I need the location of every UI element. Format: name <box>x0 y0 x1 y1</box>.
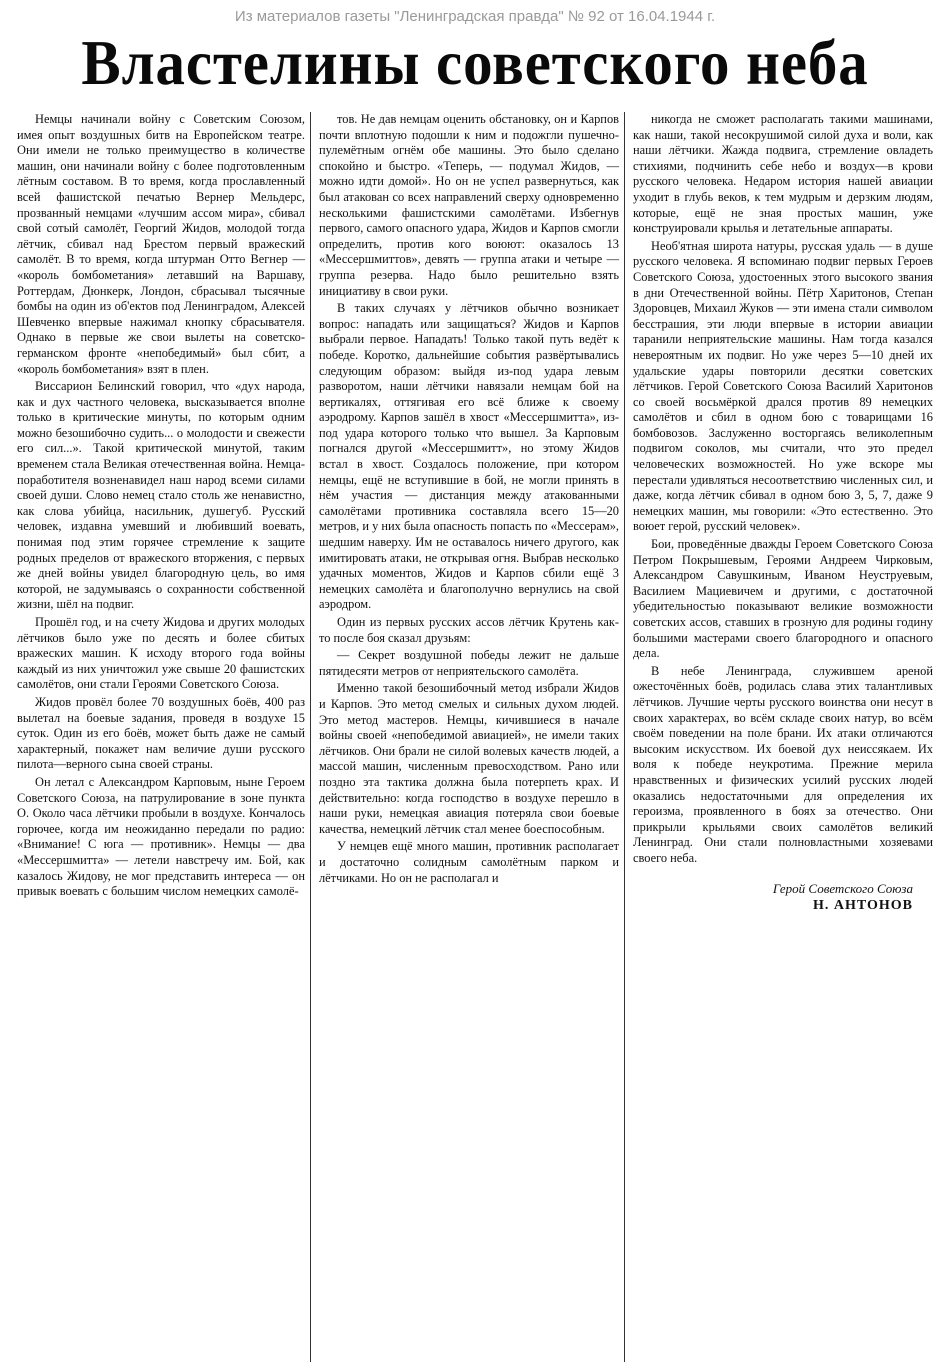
paragraph: Именно такой безошибочный метод избрали Жидов и Карпов. Это метод смелых и сильных духом людей. Это метод мастеров. Немцы, кичившиеся в начале войны своей «непобедимой авиацией», не имели таких лётчиков. Они брали не силой волевых качеств людей, а массой машин, численным превосходством. Рано или поздно эта тактика должна была потерпеть крах. И действительно: когда господство в воздухе перешло в наши руки, немецкая авиация потеряла свои боевые качества, немецкий лётчик стал менее боеспособным. <box>319 681 619 836</box>
paragraph: Он летал с Александром Карповым, ныне Героем Советского Союза, на патрулирование в зоне пункта О. Около часа лётчики пробыли в воздухе. Кончалось горючее, когда им неожиданно передали по радио: «Внимание! С юга — противник». Немцы — два «Мессершмитта» — летели навстречу им. Бой, как казалось Жидову, не мог представить интереса — он привык воевать с большим числом немецких самолё- <box>17 774 305 899</box>
signature-role: Герой Советского Союза <box>772 880 913 896</box>
paragraph: Немцы начинали войну с Советским Союзом, имея опыт воздушных битв на Европейском театре. Они имели не только преимущество в количестве машин, они начинали войну с более подготовленным лётным составом. В то время, когда прославленный всей фашистской печатью Вернер Мельдерс, прозванный немцами «лучшим ассом мира», сбивал свой сотый самолёт, Георгий Жидов, молодой тогда лётчик, сбивал над Брестом первый вражеский самолёт. В то время, когда штурман Отто Вегнер — «король бомбометания» летавший на Варшаву, Роттердам, Дюнкерк, Лондон, сбрасывал тысячные бомбы на один из об'ектов под Ленинградом, Алексей Шевченко впервые нажимал кнопку сбрасывателя. Однако в первые же свои вылеты на советско-германском фронте «непобедимый» был сбит, а «король бомбометания» взят в плен. <box>17 112 305 376</box>
paragraph: — Секрет воздушной победы лежит не дальше пятидесяти метров от неприятельского самолёта. <box>319 648 619 678</box>
column-1 <box>12 112 310 1362</box>
paragraph: Виссарион Белинский говорил, что «дух народа, как и дух частного человека, высказывается вполне только в критические минуты, по которым одним можно безошибочно судить... о молодости и свежести его сил...». Такой критической минутой, таким временем стала Великая отечественная война. Немца-поработителя возненавидел наш народ всеми силами своей души. Слово немец стало столь же ненавистно, как слова убийца, насильник, душегуб. Русский человек, издавна умевший и любивший воевать, понимая под этим горячее стремление к защите родных пределов от вражеского вторжения, с первых же дней войны увидел благородную цель, во имя которой, не задумываясь о сохранности собственной жизни, шёл на подвиг. <box>17 379 305 612</box>
source-note: Из материалов газеты "Ленинградская правда" № 92 от 16.04.1944 г. <box>234 8 716 25</box>
paragraph: Жидов провёл более 70 воздушных боёв, 400 раз вылетал на боевые задания, проведя в воздухе 15 суток. Один из его боёв, может быть даже не самый характерный, покажет нам величие души русского пилота—верного сына своей страны. <box>17 694 305 772</box>
paragraph: В таких случаях у лётчиков обычно возникает вопрос: нападать или защищаться? Жидов и Карпов выбрали первое. Нападать! Только такой путь ведёт к победе. Коротко, дальнейшие события развёртывались следующим образом: выйдя из-под удара левым разворотом, наши лётчики навязали немцам бой на вертикалях, оттягивая его всё ближе к своему аэродрому. Карпов зашёл в хвост «Мессершмитта», из-под удара которого только что вышел. За Карповым погнался другой «Мессершмитт», но этому Жидов встал в хвост. Создалось положение, при котором немцы, ещё не вступившие в бой, не могли принять в нём участия — дистанция между атакованными самолётами противника составляла всего 15—20 метров, и у них была опасность попасть по «Мессерам», шедшим наверху. Им не оставалось ничего другого, как имитировать атаки, не открывая огня. Выбрав несколько удачных моментов, Жидов и Карпов сбили ещё 3 немецких самолёта и благополучно вернулись на свой аэродром. <box>319 301 619 612</box>
paragraph: Прошёл год, и на счету Жидова и других молодых лётчиков было уже по десять и более сбитых вражеских машин. К исходу второго года войны каждый из них уничтожил уже свыше 20 фашистских самолётов, они стали Героями Советского Союза. <box>17 615 305 692</box>
paragraph: У немцев ещё много машин, противник располагает и достаточно солидным самолётным парком и лётчиками. Но он не располагал и <box>319 839 619 885</box>
paragraph: Бои, проведённые дважды Героем Советского Союза Петром Покрышевым, Героями Андреем Чирковым, Александром Савушкиным, Иваном Неуструевым, Василием Мациевичем и другими, с достаточной убедительностью показывают великие возможности советских ассов, ставших в грозную для родины годину большими мастерами своего благородного и опасного дела. <box>633 537 933 661</box>
paragraph: В небе Ленинграда, служившем ареной ожесточённых боёв, родилась слава этих талантливых лётчиков. Лучшие черты русского воинства они несут в своих характерах, во всём складе своих натур, во всём своём поведении на поле брани. Их атаки отличаются высоким искусством. Их боевой дух неиссякаем. Их воля к победе неукротима. Прежние мерила нравственных и физических усилий русских людей оказались недостаточными для определения их героизма, проявленного в боях за отечество. Они прикрыли крыльями своих самолётов великий Ленинград. Они стали полновластными хозяевами своего неба. <box>633 663 933 865</box>
column-2 <box>310 112 624 1362</box>
paragraph: тов. Не дав немцам оценить обстановку, он и Карпов почти вплотную подошли к ним и подожгли пушечно-пулемётным огнём обе машины. Это было сделано спокойно и быстро. «Теперь, — подумал Жидов, — можно идти домой». Но он не успел развернуться, как был атакован со всех направлений сверху одновременно несколькими фашистскими самолётами. Избегнув первого, самого опасного удара, Жидов и Карпов смогли определить, против кого воюют: оказалось 13 «Мессершмиттов», девять — группа атаки и четыре — группа резерва. Надо было решительно взять инициативу в свои руки. <box>319 112 619 298</box>
article-title: Властелины советского неба <box>81 27 869 98</box>
paragraph: Необ'ятная широта натуры, русская удаль — в душе русского человека. Я вспоминаю подвиг первых Героев Советского Союза, удостоенных этого высокого звания в дни Отечественной войны. Пётр Харитонов, Степан Здоровцев, Михаил Жуков — эти имена стали символом бесстрашия, эти люди впервые в истории авиации таранили неприятельские машины. Нам тогда казался невероятным их подвиг. Но уже через 5—10 дней их удальские удары повторили десятки советских лётчиков. Герой Советского Союза Василий Харитонов со своей восьмёркой дрался против 89 немецких самолётов и сбил в одном бою с товарищами 16 бомбовозов. Заслуженно восторгаясь великолепным подвигом соколов, мы считали, что это предел человеческих возможностей. Но уже вскоре мы перестали удивляться несоответствию численных сил, и даже, когда лётчик сбивал в одном бою 3, 5, 7, даже 9 немецких машин, мы говорили: «Это естественно. Это воюет герой, русский человек». <box>633 238 933 534</box>
column-3 <box>624 112 938 1362</box>
signature <box>633 881 933 914</box>
article-columns <box>12 112 938 1362</box>
signature-name: Н. АНТОНОВ <box>812 898 913 914</box>
paragraph: никогда не сможет располагать такими машинами, как наши, такой несокрушимой силой духа и воли, как наши лётчики. Жажда подвига, стремление овладеть стихиями, подчинить себе небо и воздух—в крови русского человека. Недаром история нашей авиации уходит в глубь веков, к тем мудрым и дерзким людям, которые, ещё не зная простых машин, уже конструировали крылья и летательные аппараты. <box>633 112 933 236</box>
paragraph: Один из первых русских ассов лётчик Крутень как-то после боя сказал друзьям: <box>319 615 619 645</box>
